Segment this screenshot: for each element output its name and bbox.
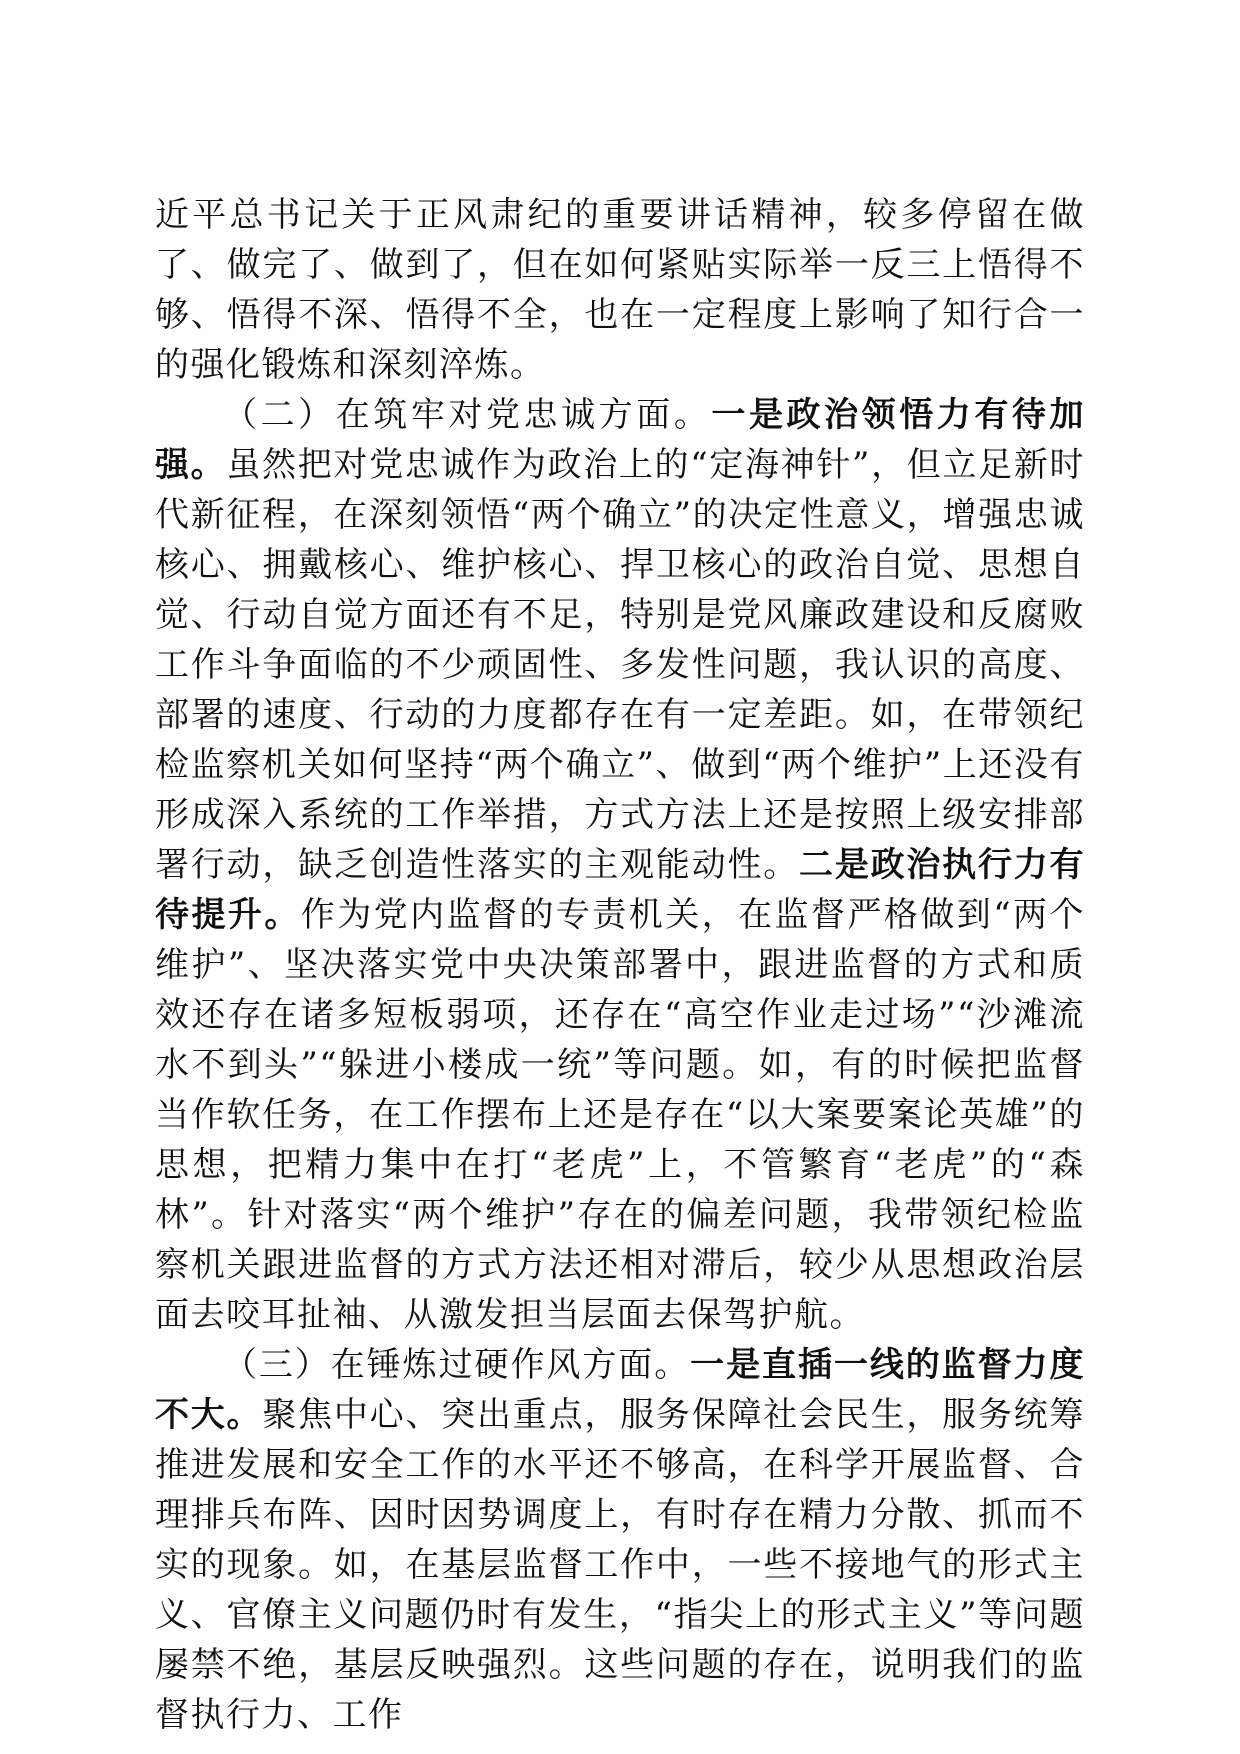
bold-point-one: 一是直插一线的监督力度不大。 — [155, 1345, 1086, 1435]
paragraph-text: 聚焦中心、突出重点，服务保障社会民生，服务统筹推进发展和安全工作的水平还不够高，在科学开展监督、合理排兵布阵、因时因势调度上，有时存在精力分散、抓而不实的现象。如，在基层监督工作中，一些不接地气的形式主义、官僚主义问题仍时有发生，“指尖上的形式主义”等问题屡禁不绝，基层反映强烈。这些问题的存在，说明我们的监督执行力、工作 — [155, 1395, 1086, 1735]
paragraph-text: 近平总书记关于正风肃纪的重要讲话精神，较多停留在做了、做完了、做到了，但在如何紧贴实际举一反三上悟得不够、悟得不深、悟得不全，也在一定程度上影响了知行合一的强化锻炼和深刻淬炼。 — [155, 195, 1085, 385]
section-heading: （二）在筑牢对党忠诚方面。 — [223, 395, 712, 435]
document-body — [155, 190, 1085, 1740]
paragraph-section-two — [155, 390, 1085, 1340]
section-heading: （三）在锤炼过硬作风方面。 — [223, 1345, 691, 1385]
bold-point-one: 一是政治领悟力有待加强。 — [155, 395, 1086, 485]
paragraph-continuation — [155, 190, 1085, 390]
paragraph-text: 虽然把对党忠诚作为政治上的“定海神针”，但立足新时代新征程，在深刻领悟“两个确立”的决定性意义，增强忠诚核心、拥戴核心、维护核心、捍卫核心的政治自觉、思想自觉、行动自觉方面还有不足，特别是党风廉政建设和反腐败工作斗争面临的不少顽固性、多发性问题，我认识的高度、部署的速度、行动的力度都存在有一定差距。如，在带领纪检监察机关如何坚持“两个确立”、做到“两个维护”上还没有形成深入系统的工作举措，方式方法上还是按照上级安排部署行动，缺乏创造性落实的主观能动性。 — [155, 445, 1086, 885]
bold-point-two: 二是政治执行力有待提升。 — [155, 845, 1086, 935]
paragraph-section-three — [155, 1340, 1085, 1740]
paragraph-text: 作为党内监督的专责机关，在监督严格做到“两个维护”、坚决落实党中央决策部署中，跟进监督的方式和质效还存在诸多短板弱项，还存在“高空作业走过场”“沙滩流水不到头”“躲进小楼成一统”等问题。如，有的时候把监督当作软任务，在工作摆布上还是存在“以大案要案论英雄”的思想，把精力集中在打“老虎”上，不管繁育“老虎”的“森林”。针对落实“两个维护”存在的偏差问题，我带领纪检监察机关跟进监督的方式方法还相对滞后，较少从思想政治层面去咬耳扯袖、从激发担当层面去保驾护航。 — [155, 895, 1085, 1335]
